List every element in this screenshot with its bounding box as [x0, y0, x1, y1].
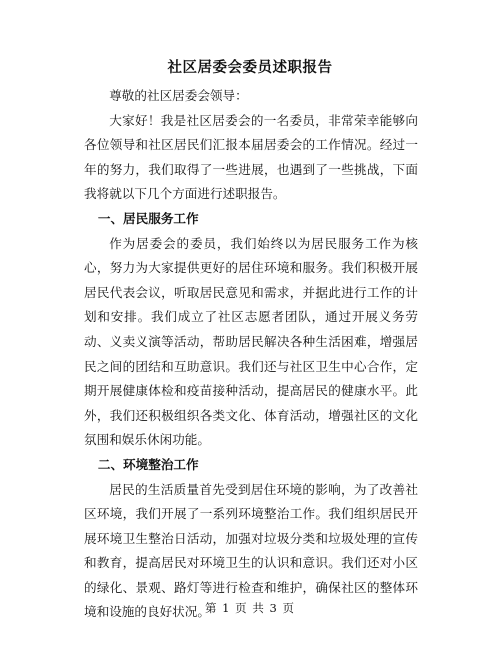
document-title: 社区居委会委员述职报告	[167, 59, 333, 76]
section-body-environment: 居民的生活质量首先受到居住环境的影响，为了改善社区环境，我们开展了一系列环境整治工作。我们组织居民开展环境卫生整治日活动，加强对垃圾分类和垃圾处理的宣传和教育，提高居民对环境卫生的认识和意识。我们还对小区的绿化、景观、路灯等进行检查和维护，确保社区的整体环境和设施的良好状况。	[84, 481, 418, 620]
section-body-resident-service: 作为居委会的委员，我们始终以为居民服务工作为核心，努力为大家提供更好的居住环境和服务。我们积极开展居民代表会议，听取居民意见和需求，并据此进行工作的计划和安排。我们成立了社区志愿者团队，通过开展义务劳动、义卖义演等活动，帮助居民解决各种生活困难，增强居民之间的团结和互助意识。我们还与社区卫生中心合作，定期开展健康体检和疫苗接种活动，提高居民的健康水平。此外，我们还积极组织各类文化、体育活动，增强社区的文化氛围和娱乐休闲功能。	[84, 235, 418, 448]
intro-paragraph: 大家好！我是社区居委会的一名委员，非常荣幸能够向各位领导和社区居民们汇报本届居委会的工作情况。经过一年的努力，我们取得了一些进展，也遇到了一些挑战，下面我将就以下几个方面进行述职报告。	[84, 112, 418, 202]
section-heading-environment: 二、环境整治工作	[97, 456, 199, 472]
section-heading-resident-service: 一、居民服务工作	[97, 210, 199, 226]
page-number-footer: 第 1 页 共 3 页	[205, 601, 295, 615]
salutation: 尊敬的社区居委会领导：	[109, 88, 248, 103]
document-body	[84, 84, 418, 625]
